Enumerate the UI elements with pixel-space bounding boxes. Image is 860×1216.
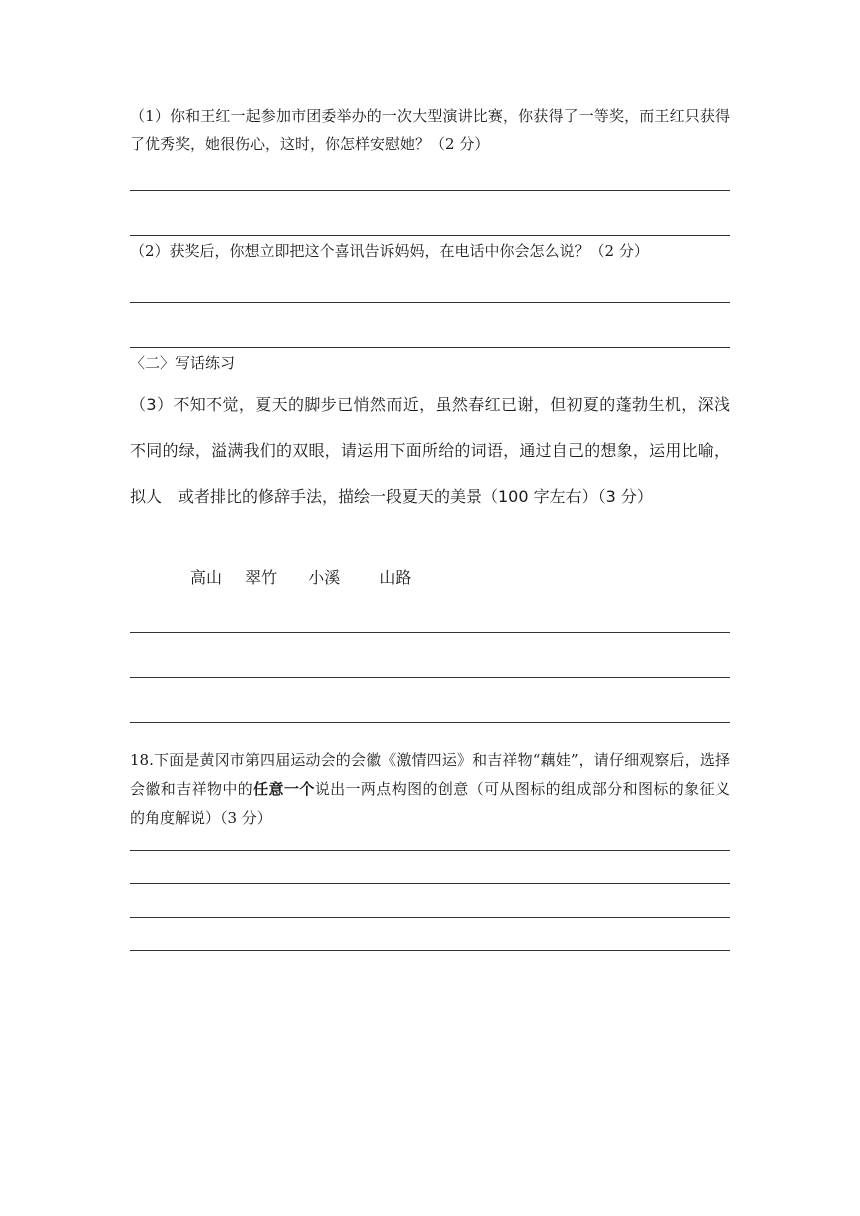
answer-line[interactable] [130, 722, 730, 723]
answer-line[interactable] [130, 850, 730, 851]
question-18-suffix: 说出一两点构图的创意（可从图标的组成部分和图标的象征义的角度解说）（3 分） [130, 780, 730, 827]
answer-line[interactable] [130, 190, 730, 191]
question-2: （2）获奖后，你想立即把这个喜讯告诉妈妈，在电话中你会怎么说？（2 分） [130, 242, 649, 260]
question-18-prefix: 18.下面是黄冈市第四届运动会的会徽《激情四运》和吉祥物“藕娃”，请仔细观察后，选择会徽和吉祥物中的 [130, 751, 730, 798]
question-18-emphasis: 任意一个 [253, 780, 315, 798]
word-item: 翠竹 [245, 568, 278, 587]
answer-line[interactable] [130, 632, 730, 633]
answer-line[interactable] [130, 347, 730, 348]
section-title: 〈二〉写话练习 [130, 354, 236, 372]
answer-line[interactable] [130, 883, 730, 884]
answer-line[interactable] [130, 917, 730, 918]
question-1: （1）你和王红一起参加市团委举办的一次大型演讲比赛，你获得了一等奖，而王红只获得了优秀奖，她很伤心，这时，你怎样安慰她？（2 分） [130, 107, 730, 153]
answer-line[interactable] [130, 302, 730, 303]
answer-line[interactable] [130, 235, 730, 236]
word-item: 高山 [190, 568, 223, 587]
answer-line[interactable] [130, 950, 730, 951]
word-item: 小溪 [308, 568, 341, 587]
question-18 [130, 746, 730, 833]
word-list [190, 566, 411, 590]
question-3: （3）不知不觉，夏天的脚步已悄然而近，虽然春红已谢，但初夏的蓬勃生机，深浅不同的绿，溢满我们的双眼，请运用下面所给的词语，通过自己的想象，运用比喻，拟人 或者排比的修辞手法，描绘一段夏天的美景（100 字左右）（3 分） [130, 395, 730, 506]
answer-line[interactable] [130, 677, 730, 678]
word-item: 山路 [379, 568, 412, 587]
